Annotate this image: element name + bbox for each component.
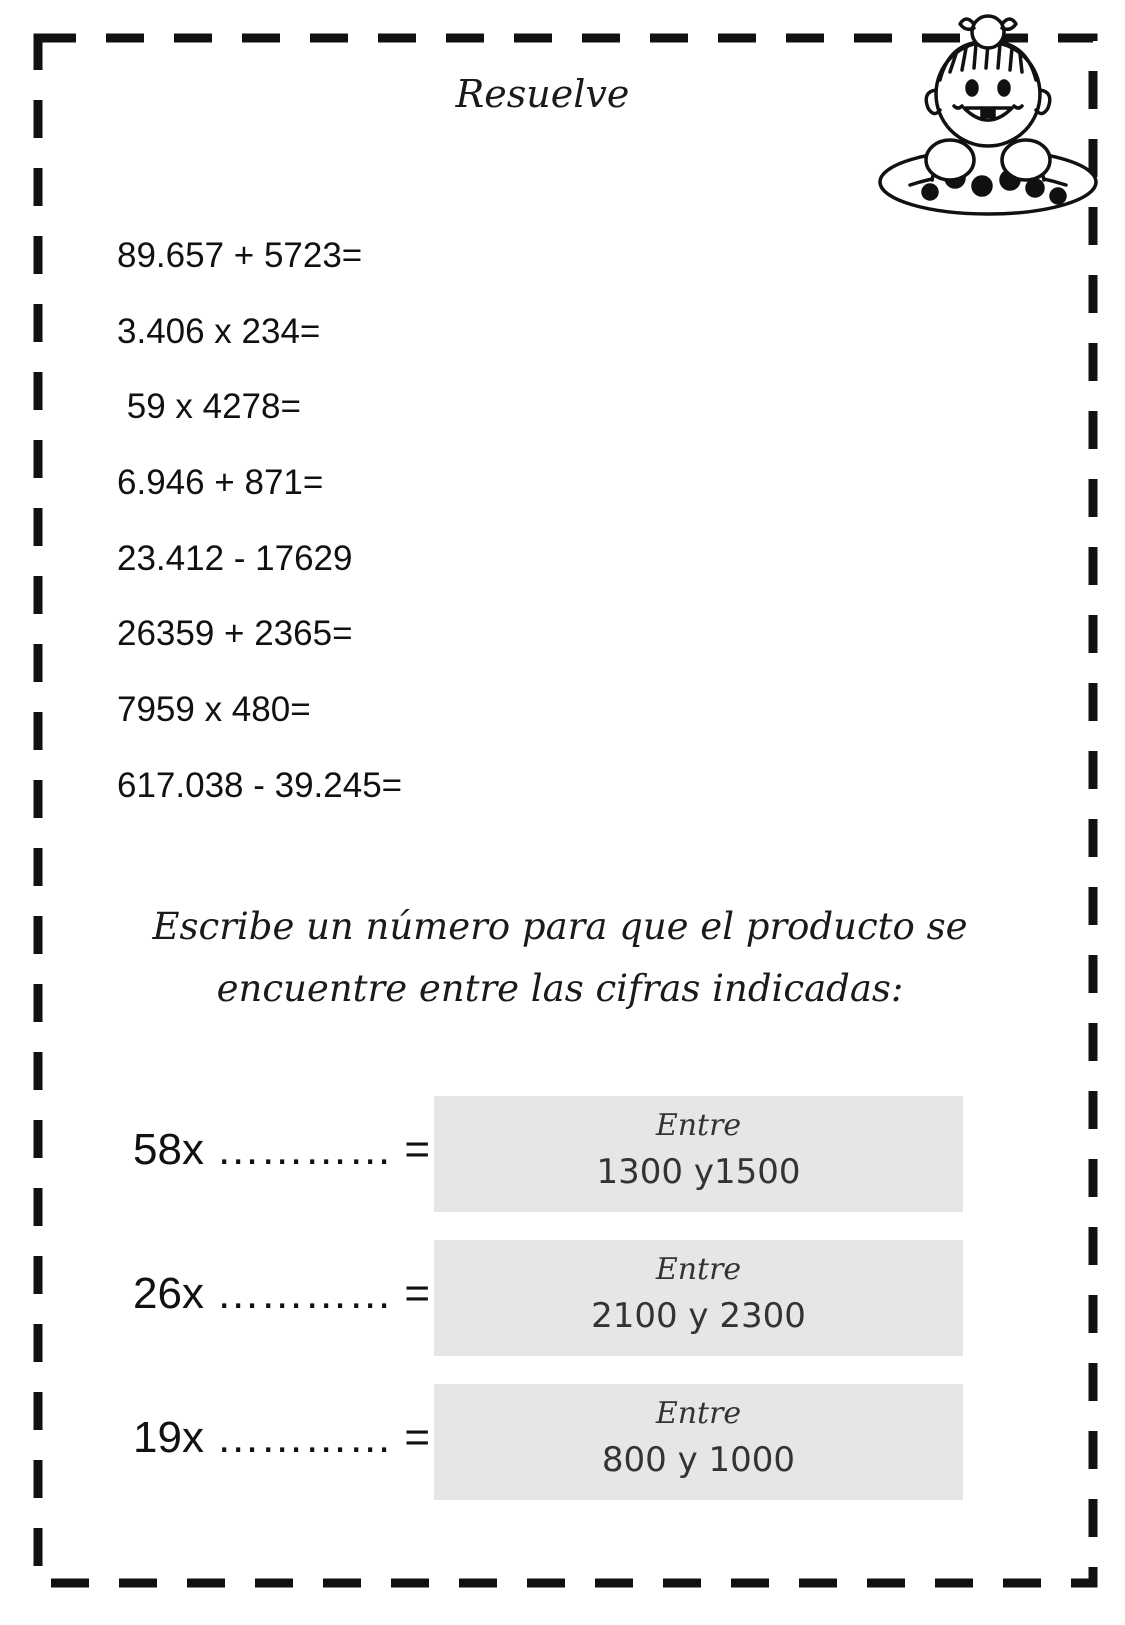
product-row: [133, 1096, 963, 1212]
operation-item: 7959 x 480=: [117, 690, 311, 730]
operation-item: 3.406 x 234=: [117, 311, 321, 351]
instruction-line-1: Escribe un número para que el producto se: [152, 905, 968, 948]
range-values: 2100 y 2300: [591, 1296, 806, 1336]
operation-item: 23.412 - 17629: [117, 538, 353, 578]
range-box: [434, 1240, 963, 1356]
page-title: Resuelve: [455, 72, 630, 116]
instruction-line-2: encuentre entre las cifras indicadas:: [216, 967, 904, 1010]
range-box: [434, 1384, 963, 1500]
range-word: Entre: [655, 1252, 742, 1287]
operations-list: [117, 238, 402, 844]
range-word: Entre: [655, 1396, 742, 1431]
instruction-text: [90, 896, 1030, 1020]
product-equation: 19x ………… =: [133, 1413, 431, 1462]
product-row: [133, 1240, 963, 1356]
range-word: Entre: [655, 1108, 742, 1143]
operation-item: 26359 + 2365=: [117, 614, 353, 654]
operation-item: 59 x 4278=: [117, 387, 301, 427]
product-equation: 58x ………… =: [133, 1125, 431, 1174]
operation-item: 6.946 + 871=: [117, 463, 324, 503]
range-values: 1300 y1500: [596, 1152, 801, 1192]
range-box: [434, 1096, 963, 1212]
product-equation: 26x ………… =: [133, 1269, 431, 1318]
product-row: [133, 1384, 963, 1500]
range-values: 800 y 1000: [601, 1440, 796, 1480]
girl-in-swim-ring-icon: [870, 10, 1105, 225]
operation-item: 617.038 - 39.245=: [117, 765, 403, 805]
operation-item: 89.657 + 5723=: [117, 236, 363, 275]
